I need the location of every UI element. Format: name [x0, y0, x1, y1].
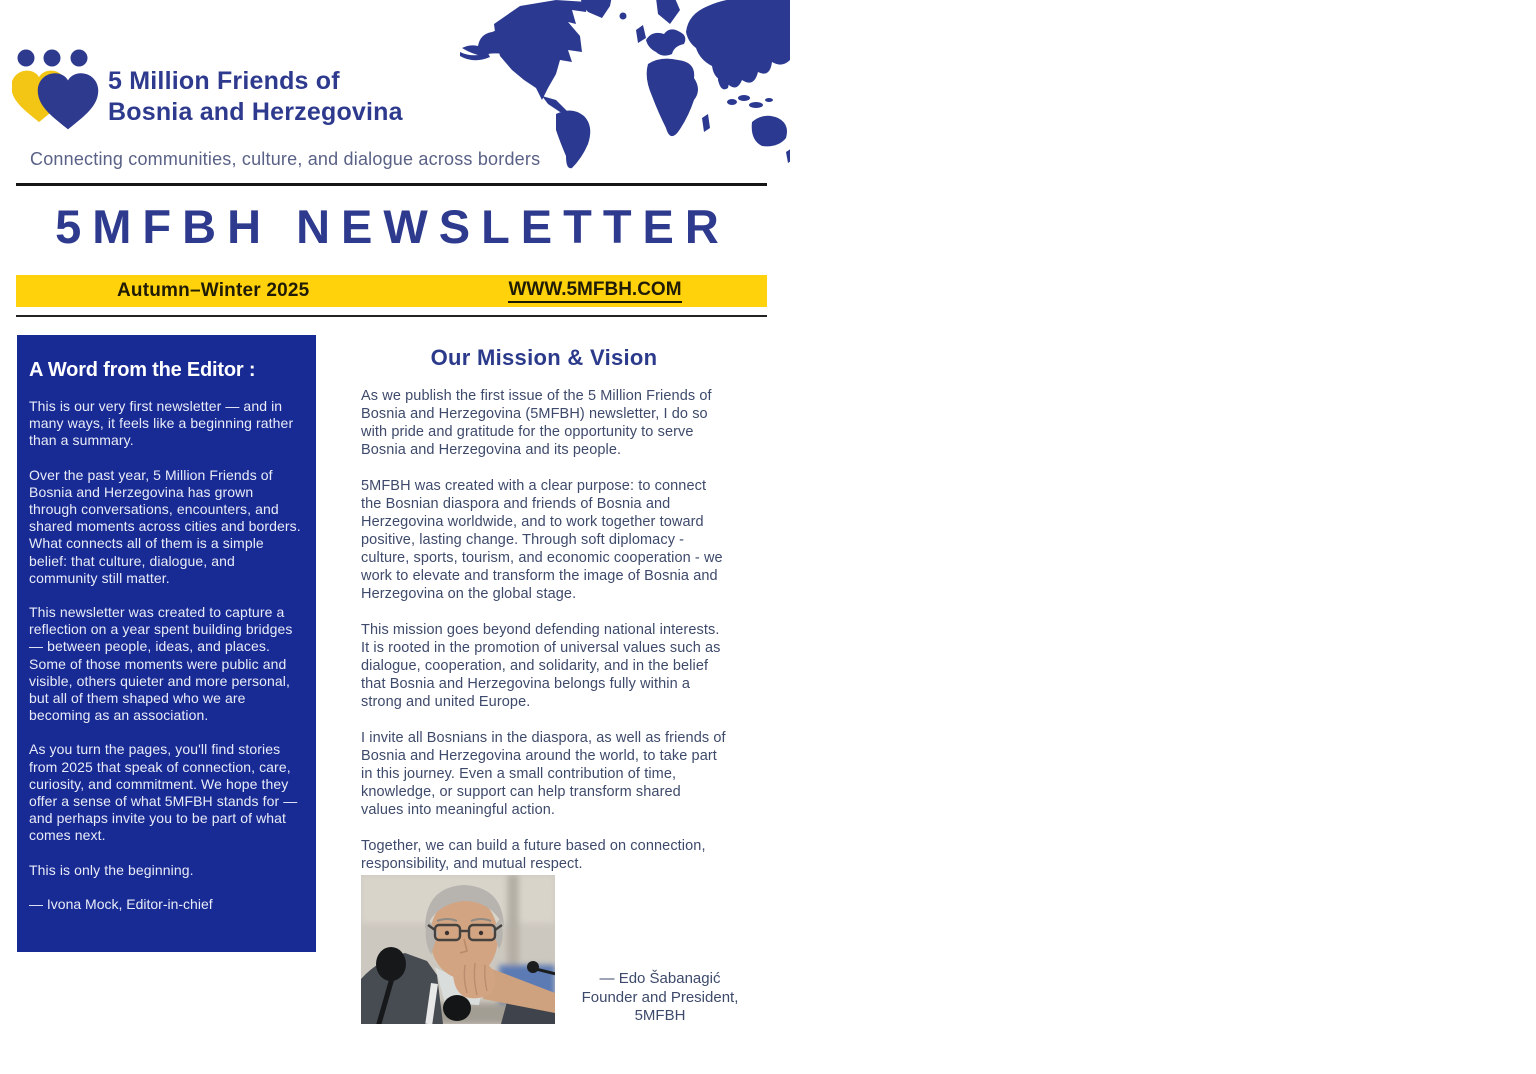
newsletter-title: 5MFBH NEWSLETTER — [55, 200, 730, 253]
mission-paragraph: I invite all Bosnians in the diaspora, as well as friends of Bosnia and Herzegovina around the world, to take part in this journey. Even a small contribution of time, knowledge, or support can help transform shared values into meaningful action. — [361, 730, 726, 818]
editor-paragraph: This newsletter was created to capture a reflection on a year spent building bridges — between people, ideas, and places. Some of those moments were public and visible, others quieter and more personal, but all of them shaped who we are becoming as an association. — [29, 604, 293, 724]
issue-date: Autumn–Winter 2025 — [117, 280, 310, 301]
editor-heading: A Word from the Editor : — [29, 359, 256, 381]
editor-paragraph: This is our very first newsletter — and in many ways, it feels like a beginning rather than a summary. — [29, 398, 294, 449]
editor-paragraph: As you turn the pages, you'll find stories from 2025 that speak of connection, care, curiosity, and commitment. We hope they offer a sense of what 5MFBH stands for — and perhaps invite you to be part of what comes next. — [29, 741, 298, 844]
mission-paragraph: 5MFBH was created with a clear purpose: to connect the Bosnian diaspora and friends of Bosnia and Herzegovina worldwide, and to work together toward positive, lasting change. Through soft diplomacy - culture, sports, tourism, and economic cooperation - we work to elevate and transform the image of Bosnia and Herzegovina on the global stage. — [361, 478, 723, 602]
world-map-icon — [460, 0, 790, 172]
caption-role: Founder and President, — [581, 988, 739, 1006]
mission-heading: Our Mission & Vision — [430, 345, 658, 370]
org-name-line1: 5 Million Friends of — [108, 67, 340, 95]
editor-box — [17, 335, 316, 952]
editor-paragraph: Over the past year, 5 Million Friends of Bosnia and Herzegovina has grown through conversations, encounters, and shared moments across cities and borders. What connects all of them is a simple belief: that culture, dialogue, and community still matter. — [29, 466, 301, 586]
org-name — [108, 66, 403, 128]
mission-paragraph: Together, we can build a future based on connection, responsibility, and mutual respect. — [361, 838, 706, 872]
org-name-line2: Bosnia and Herzegovina — [108, 98, 403, 126]
tagline: Connecting communities, culture, and dialogue across borders — [30, 149, 541, 169]
mission-paragraph: As we publish the first issue of the 5 Million Friends of Bosnia and Herzegovina (5MFBH) newsletter, I do so with pride and gratitude for the opportunity to serve Bosnia and Herzegovina and its people. — [361, 388, 712, 458]
caption-name: — Edo Šabanagić — [599, 970, 721, 987]
caption-org: 5MFBH — [634, 1007, 686, 1024]
issue-banner — [16, 275, 767, 307]
hearts-logo-icon — [12, 42, 112, 146]
mission-paragraph: This mission goes beyond defending national interests. It is rooted in the promotion of universal values such as dialogue, cooperation, and solidarity, and in the belief that Bosnia and Herzegovina belongs fully within a strong and united Europe. — [361, 622, 721, 710]
editor-paragraph: This is only the beginning. — [29, 861, 194, 878]
editor-signature: — Ivona Mock, Editor-in-chief — [29, 895, 213, 912]
header-divider — [16, 183, 767, 186]
photo-caption — [550, 970, 770, 1026]
banner-divider — [16, 315, 767, 317]
president-photo — [361, 875, 555, 1024]
mission-section — [361, 345, 727, 891]
website-link[interactable]: WWW.5MFBH.COM — [505, 275, 685, 307]
